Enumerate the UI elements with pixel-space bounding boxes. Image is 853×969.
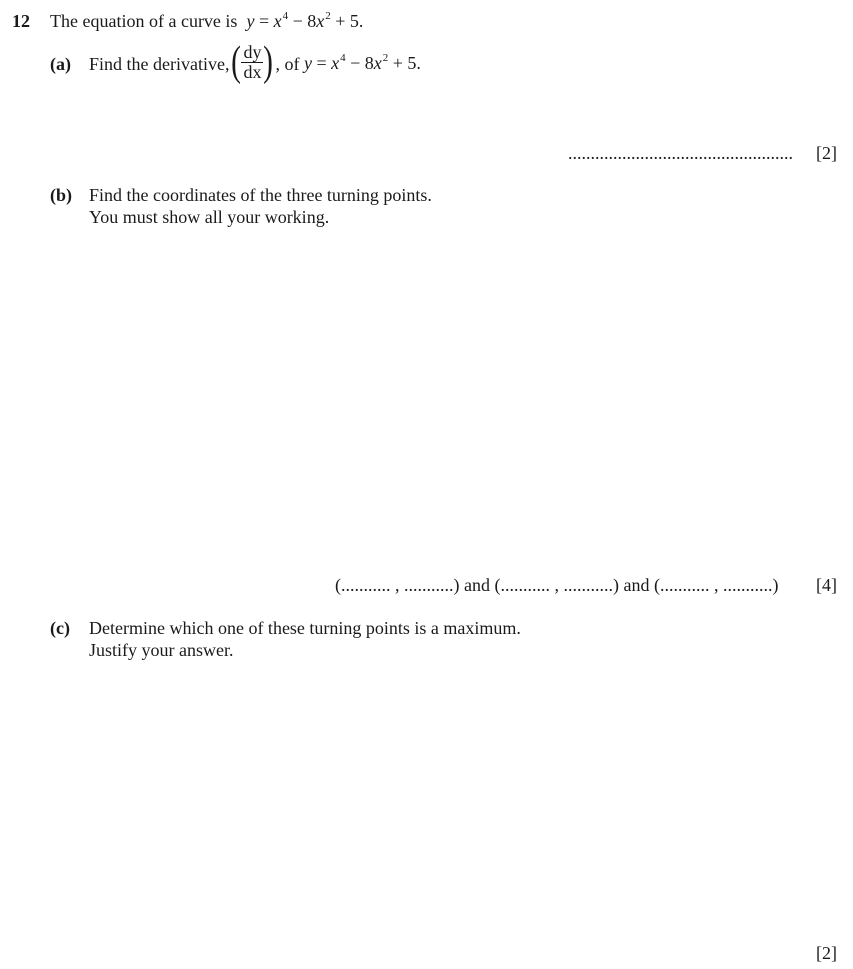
curve-equation: $y = x^4 - 8x^2 + 5$. — [246, 10, 364, 31]
part-a-answer-line[interactable]: .................................................. — [568, 143, 793, 163]
part-a-label: (a) — [50, 54, 71, 74]
part-a-text — [89, 39, 421, 85]
part-b-label: (b) — [50, 185, 72, 205]
part-a-equation: $y = x^4 - 8x^2 + 5$. — [303, 51, 421, 73]
part-b-line1: Find the coordinates of the three turning points. — [89, 185, 432, 205]
question-intro-text: The equation of a curve is — [50, 11, 238, 31]
question-number: 12 — [12, 11, 30, 31]
part-b-marks: [4] — [816, 575, 837, 595]
part-b-line2: You must show all your working. — [89, 207, 330, 227]
part-a-text-after: , of — [275, 54, 300, 74]
fraction-denominator: dx — [243, 61, 262, 82]
part-c-label: (c) — [50, 618, 70, 638]
fraction-numerator: dy — [243, 41, 262, 62]
derivative-fraction: ( $\frac{dy}{dx}$ ) — [231, 39, 274, 85]
part-c-line2: Justify your answer. — [89, 640, 234, 660]
part-c-marks: [2] — [816, 943, 837, 963]
part-b-answer-line[interactable]: (........... , ...........) and (........... , ...........) and (........... , ...........) — [335, 575, 779, 595]
part-a-marks: [2] — [816, 143, 837, 163]
question-intro — [50, 10, 363, 35]
part-a-text-before: Find the derivative, — [89, 54, 230, 74]
part-c-line1: Determine which one of these turning points is a maximum. — [89, 618, 521, 638]
